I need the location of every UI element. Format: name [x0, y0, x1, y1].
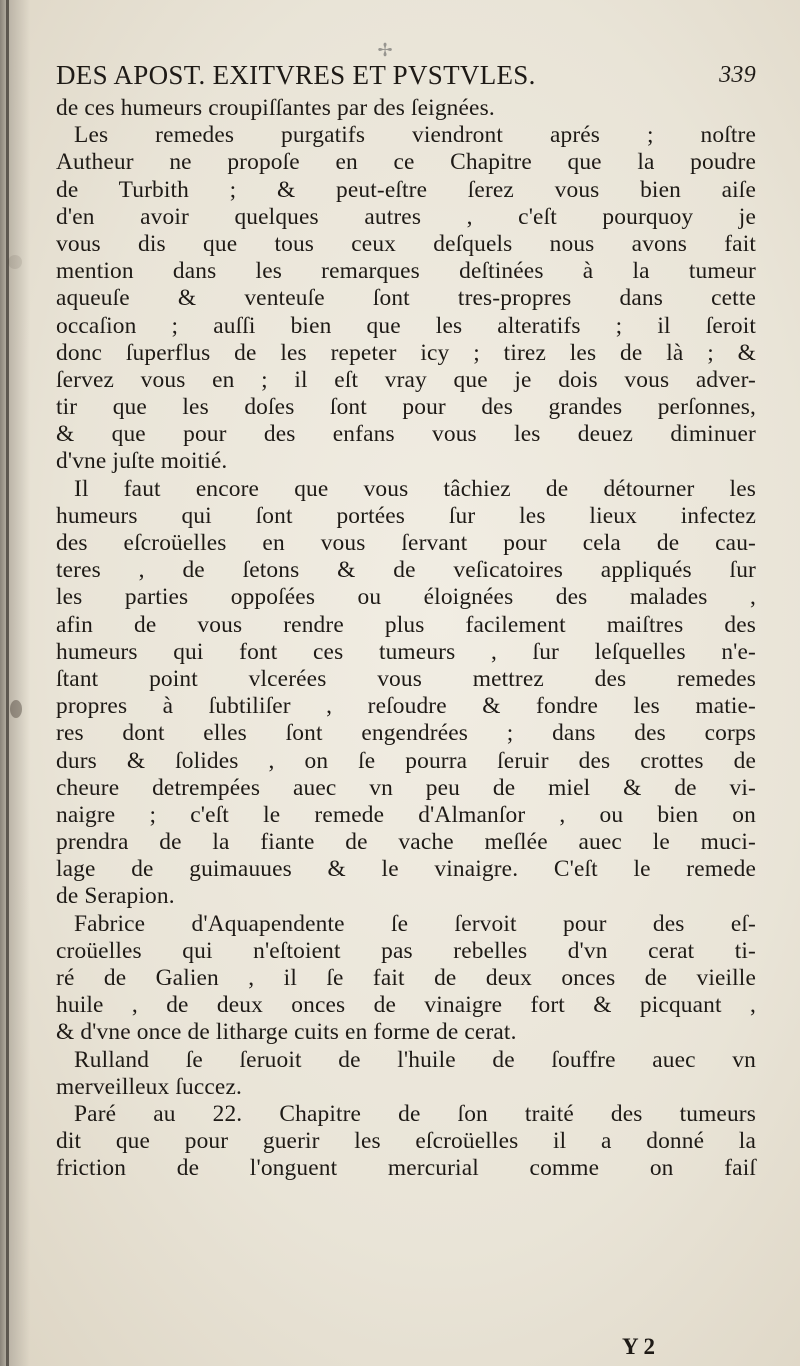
text-line: mention dans les remarques deſtinées à la tumeur — [56, 258, 756, 285]
text-line: afin de vous rendre plus facilement maiſtres des — [56, 611, 756, 638]
text-line: occaſion ; auſſi bien que les alteratifs ; il ſeroit — [56, 312, 756, 339]
text-line: propres à ſubtiliſer , reſoudre & fondre les matie- — [56, 693, 756, 720]
text-line: croüelles qui n'eſtoient pas rebelles d'vn cerat ti- — [56, 937, 756, 964]
text-line: & d'vne once de litharge cuits en forme de cerat. — [56, 1019, 517, 1046]
text-line: donc ſuperflus de les repeter icy ; tirez les de là ; & — [56, 339, 756, 366]
text-line: de Serapion. — [56, 883, 175, 910]
text-line: naigre ; c'eſt le remede d'Almanſor , ou bien on — [56, 801, 756, 828]
text-line: humeurs qui ſont portées ſur les lieux infectez — [56, 502, 756, 529]
text-line: ré de Galien , il ſe fait de deux onces de vieille — [56, 965, 756, 991]
text-line: tir que les doſes ſont pour des grandes perſonnes, — [56, 394, 756, 421]
running-head-title: DES APOST. EXITVRES ET PVSTVLES. — [56, 60, 536, 90]
text-line: teres , de ſetons & de veſicatoires appliqués ſur — [56, 557, 756, 584]
text-line: res dont elles ſont engendrées ; dans des corps — [56, 720, 756, 747]
paper-stain — [10, 700, 22, 718]
gutter-shadow — [0, 0, 30, 1366]
ornament-icon: ✢ — [377, 40, 393, 61]
body-text — [56, 95, 756, 1183]
text-line: les parties oppoſées ou éloignées des malades , — [56, 584, 756, 611]
text-line: d'en avoir quelques autres , c'eſt pourquoy je — [56, 203, 756, 230]
text-line: cheure detrempées auec vn peu de miel & de vi- — [56, 774, 756, 801]
text-line: d'vne juſte moitié. — [56, 448, 228, 475]
page-number: 339 — [719, 62, 756, 88]
text-line: Les remedes purgatifs viendront aprés ; noſtre — [74, 122, 756, 149]
text-line: Fabrice d'Aquapendente ſe ſervoit pour des eſ- — [74, 910, 756, 937]
text-line: Il faut encore que vous tâchiez de détourner les — [74, 475, 756, 502]
text-line: lage de guimauues & le vinaigre. C'eſt le remede — [56, 856, 756, 883]
text-line: ſervez vous en ; il eſt vray que je dois vous adver- — [56, 366, 756, 393]
paper-stain — [8, 255, 22, 269]
text-line: dit que pour guerir les eſcroüelles il a donné la — [56, 1128, 756, 1155]
text-line: vous dis que tous ceux deſquels nous avons fait — [56, 230, 756, 257]
text-line: des eſcroüelles en vous ſervant pour cela de cau- — [56, 530, 756, 556]
text-line: de Turbith ; & peut-eſtre ſerez vous bien aiſe — [56, 176, 756, 203]
text-line: Autheur ne propoſe en ce Chapitre que la poudre — [56, 149, 756, 176]
text-line: friction de l'onguent mercurial comme on faiſ — [56, 1155, 756, 1182]
text-line: & que pour des enfans vous les deuez diminuer — [56, 421, 756, 448]
running-head — [56, 60, 756, 100]
text-line: durs & ſolides , on ſe pourra ſeruir des crottes de — [56, 747, 756, 774]
text-line: merveilleux ſuccez. — [56, 1073, 242, 1100]
signature-mark: Y 2 — [622, 1334, 656, 1359]
text-line: ſtant point vlcerées vous mettrez des remedes — [56, 665, 756, 692]
text-line: de ces humeurs croupiſſantes par des ſeignées. — [56, 95, 495, 121]
text-line: Rulland ſe ſeruoit de l'huile de ſouffre auec vn — [74, 1046, 756, 1073]
text-line: prendra de la fiante de vache meſlée auec le muci- — [56, 829, 756, 856]
binding-edge — [6, 0, 9, 1366]
text-line: aqueuſe & venteuſe ſont tres-propres dans cette — [56, 285, 756, 312]
text-line: huile , de deux onces de vinaigre fort & picquant , — [56, 992, 756, 1019]
text-line: Paré au 22. Chapitre de ſon traité des tumeurs — [74, 1100, 756, 1127]
text-line: humeurs qui font ces tumeurs , ſur leſquelles n'e- — [56, 638, 756, 665]
